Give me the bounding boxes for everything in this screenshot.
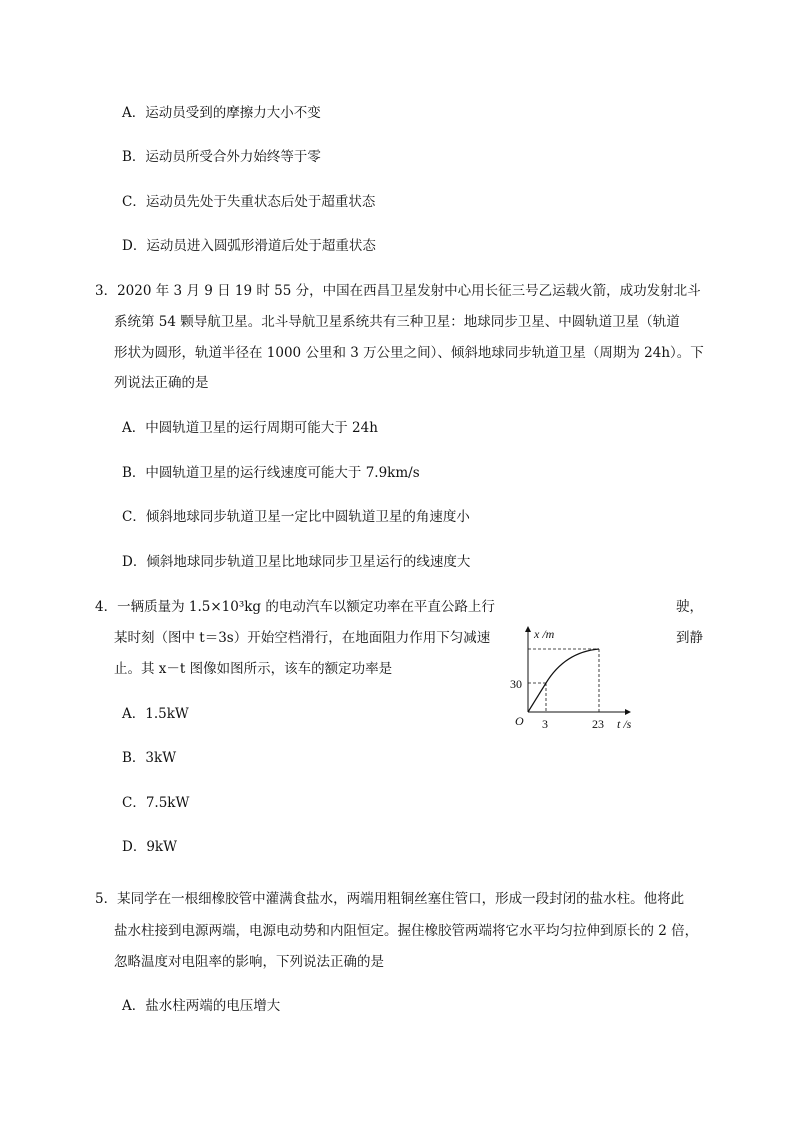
q5-stem-line-2: 盐水柱接到电源两端，电源电动势和内阻恒定。握住橡胶管两端将它水平均匀拉伸到原长的 2 倍， [114,923,699,939]
q2-option-a: A．运动员受到的摩擦力大小不变 [122,105,321,121]
q3-option-a: A．中圆轨道卫星的运行周期可能大于 24h [122,420,378,436]
q4-option-c: C．7.5kW [122,795,190,811]
x-tick-23: 23 [592,717,604,731]
q5-stem-line-3: 忽略温度对电阻率的影响，下列说法正确的是 [114,954,384,970]
q4-stem-line-2: 某时刻（图中 t＝3s）开始空档滑行，在地面阻力作用下匀减速 [114,630,491,646]
q4-stem-line-2-tail: 到静 [676,630,703,646]
x-axis-label: t /s [617,717,632,731]
q2-option-c: C．运动员先处于失重状态后处于超重状态 [122,194,376,210]
deceleration-curve [546,649,599,683]
x-t-graph [505,622,665,737]
q4-stem-line-3: 止。其 x－t 图像如图所示，该车的额定功率是 [114,661,393,677]
q4-option-d: D．9kW [122,839,177,855]
q4-option-a: A．1.5kW [122,706,189,722]
q4-stem-line-1: 4．一辆质量为 1.5×10³kg 的电动汽车以额定功率在平直公路上行 [95,599,495,615]
q3-option-d: D．倾斜地球同步轨道卫星比地球同步卫星运行的线速度大 [122,554,471,570]
q3-stem-line-3: 形状为圆形，轨道半径在 1000 公里和 3 万公里之间）、倾斜地球同步轨道卫星（周期为 24h）。下 [114,345,704,361]
q3-stem-line-1: 3．2020 年 3 月 9 日 19 时 55 分，中国在西昌卫星发射中心用长征三号乙运载火箭，成功发射北斗 [95,283,701,299]
q3-stem-line-2: 系统第 54 颗导航卫星。北斗导航卫星系统共有三种卫星：地球同步卫星、中圆轨道卫星（轨道 [114,314,680,330]
q5-option-a: A．盐水柱两端的电压增大 [122,998,281,1014]
uniform-motion-segment [528,683,546,712]
q3-option-b: B．中圆轨道卫星的运行线速度可能大于 7.9km/s [122,465,420,481]
q2-option-d: D．运动员进入圆弧形滑道后处于超重状态 [122,238,376,254]
q4-stem-line-1-tail: 驶， [676,599,703,615]
y-tick-30: 30 [510,677,522,691]
q5-stem-line-1: 5．某同学在一根细橡胶管中灌满食盐水，两端用粗铜丝塞住管口，形成一段封闭的盐水柱。他将此 [95,891,685,907]
q3-option-c: C．倾斜地球同步轨道卫星一定比中圆轨道卫星的角速度小 [122,509,470,525]
q4-option-b: B．3kW [122,750,177,766]
q2-option-b: B．运动员所受合外力始终等于零 [122,149,321,165]
x-tick-3: 3 [542,717,548,731]
y-axis-label: x /m [534,627,555,641]
origin-label: O [515,714,524,728]
q3-stem-line-4: 列说法正确的是 [114,375,209,391]
